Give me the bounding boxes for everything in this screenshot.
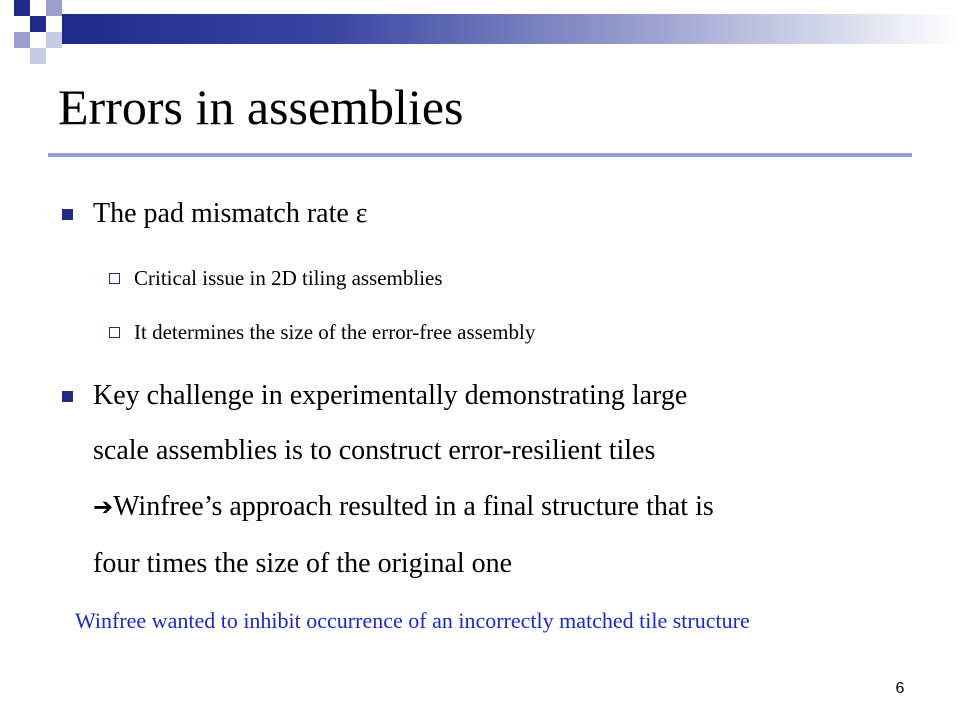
bullet-text-line: four times the size of the original one [93, 548, 513, 579]
hollow-square-icon [109, 327, 120, 338]
bullet-text-line: scale assemblies is to construct error-resilient tiles [93, 435, 656, 466]
hollow-square-icon [109, 273, 120, 284]
header-square [30, 16, 46, 32]
sub-bullet-text: Critical issue in 2D tiling assemblies [134, 266, 443, 290]
filled-square-icon [62, 391, 73, 402]
bullet-text-line: Key challenge in experimentally demonstrating large [93, 380, 688, 411]
header-square [46, 0, 62, 16]
bullet-text-line-with-arrow [93, 479, 714, 535]
title-underline [48, 153, 912, 157]
slide-number: 6 [895, 680, 905, 697]
bullet-text-line: Winfree’s approach resulted in a final structure that is [113, 491, 714, 522]
filled-square-icon [62, 209, 73, 220]
header-gradient-bar [62, 14, 960, 44]
annotation-note: Winfree wanted to inhibit occurrence of an incorrectly matched tile structure [75, 608, 750, 633]
header-square [14, 32, 30, 48]
header-square [14, 0, 30, 16]
right-arrow-icon: ➔ [93, 493, 114, 521]
bullet-text: The pad mismatch rate ε [93, 198, 368, 229]
header-square [30, 48, 46, 64]
header-square [46, 32, 62, 48]
slide-title: Errors in assemblies [58, 79, 464, 135]
sub-bullet-text: It determines the size of the error-free assembly [134, 320, 536, 344]
